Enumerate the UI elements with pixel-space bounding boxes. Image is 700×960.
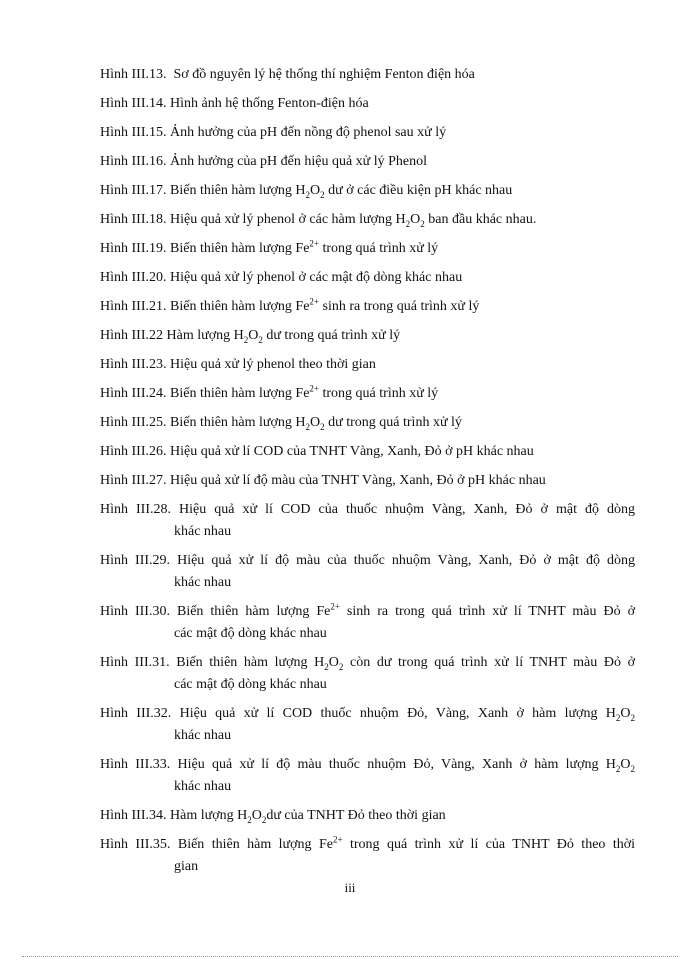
figure-label: Hình III.35. <box>100 837 171 852</box>
list-item <box>100 703 635 747</box>
figure-caption-continuation: khác nhau <box>174 575 232 590</box>
list-item <box>100 412 635 434</box>
figure-caption: Hiệu quả xử lí độ màu của TNHT Vàng, Xanh, Đỏ ở pH khác nhau <box>170 473 546 488</box>
figure-label: Hình III.31. <box>100 655 170 670</box>
figure-label: Hình III.14. <box>100 96 167 111</box>
figure-label: Hình III.19. <box>100 241 167 256</box>
figure-caption: Biến thiên hàm lượng $Fe^{2+}$ trong quá trình xử lý <box>170 383 439 401</box>
figure-caption: Hàm lượng $H_2O_2dư$ của TNHT Đỏ theo thời gian <box>170 808 446 825</box>
figure-label: Hình III.34. <box>100 808 167 823</box>
figure-label: Hình III.26. <box>100 444 167 459</box>
figure-label: Hình III.33. <box>100 757 171 772</box>
figure-label: Hình III.17. <box>100 183 167 198</box>
list-item <box>100 354 635 376</box>
list-item <box>100 267 635 289</box>
figure-label: Hình III.25. <box>100 415 167 430</box>
figure-label: Hình III.20. <box>100 270 167 285</box>
list-item <box>100 499 635 543</box>
figure-caption-continuation: gian <box>174 859 199 874</box>
list-item <box>100 151 635 173</box>
list-item <box>100 296 635 318</box>
figure-caption: Biến thiên hàm lượng $Fe^{2+}$ trong quá trình xử lí của TNHT Đỏ theo thời <box>177 834 636 852</box>
list-item <box>100 470 635 492</box>
figure-caption: Ảnh hưởng của pH đến nồng độ phenol sau xử lý <box>170 125 447 140</box>
list-item <box>100 834 635 878</box>
list-item <box>100 64 635 86</box>
list-item <box>100 238 635 260</box>
figure-label: Hình III.28. <box>100 502 172 517</box>
figure-caption-continuation: các mật độ dòng khác nhau <box>174 626 327 641</box>
figure-caption: Hiệu quả xử lý phenol ở các mật độ dòng khác nhau <box>170 270 463 285</box>
figure-label: Hình III.32. <box>100 706 172 721</box>
figure-caption: Ảnh hưởng của pH đến hiệu quả xử lý Phenol <box>170 154 428 169</box>
list-item <box>100 601 635 645</box>
list-item <box>100 652 635 696</box>
figure-caption: Hiệu quả xử lí COD của TNHT Vàng, Xanh, Đỏ ở pH khác nhau <box>170 444 534 459</box>
figure-label: Hình III.16. <box>100 154 167 169</box>
list-item <box>100 383 635 405</box>
figure-label: Hình III.24. <box>100 386 167 401</box>
list-item <box>100 209 635 231</box>
figure-caption: Hiệu quả xử lí COD của thuốc nhuộm Vàng, Xanh, Đỏ ở mật độ dòng <box>179 502 635 517</box>
figure-caption: Hiệu quả xử lí COD thuốc nhuộm Đỏ, Vàng, Xanh ở hàm lượng $H_2O_2$ <box>179 706 635 723</box>
figure-caption: Sơ đồ nguyên lý hệ thống thí nghiệm Fenton điện hóa <box>173 67 475 82</box>
figure-caption: Hiệu quả xử lí độ màu của thuốc nhuộm Vàng, Xanh, Đỏ ở mật độ dòng <box>177 553 635 568</box>
figure-caption-continuation: khác nhau <box>174 779 232 794</box>
list-item <box>100 122 635 144</box>
figure-caption-continuation: các mật độ dòng khác nhau <box>174 677 327 692</box>
figure-caption: Biến thiên hàm lượng $Fe^{2+}$ sinh ra trong quá trình xử lý <box>170 296 480 314</box>
figure-caption: Biến thiên hàm lượng $Fe^{2+}$ trong quá trình xử lý <box>170 238 439 256</box>
figure-label: Hình III.18. <box>100 212 167 227</box>
figure-label: Hình III.22 <box>100 328 163 343</box>
list-item <box>100 325 635 347</box>
list-item <box>100 754 635 798</box>
list-of-figures <box>100 64 635 885</box>
figure-label: Hình III.13. <box>100 67 167 82</box>
list-item <box>100 550 635 594</box>
figure-caption: Hiệu quả xử lý phenol theo thời gian <box>170 357 376 372</box>
list-item <box>100 180 635 202</box>
figure-label: Hình III.29. <box>100 553 171 568</box>
figure-caption: Biến thiên hàm lượng $Fe^{2+}$ sinh ra trong quá trình xử lí TNHT màu Đỏ ở <box>176 601 636 619</box>
figure-caption-continuation: khác nhau <box>174 524 232 539</box>
figure-caption: Biến thiên hàm lượng $H_2O_2$ dư trong quá trình xử lý <box>170 415 462 432</box>
figure-label: Hình III.21. <box>100 299 167 314</box>
list-item <box>100 441 635 463</box>
figure-caption: Biến thiên hàm lượng $H_2O_2$ còn dư trong quá trình xử lí TNHT màu Đỏ ở <box>176 655 636 672</box>
figure-caption: Hình ảnh hệ thống Fenton-điện hóa <box>170 96 369 111</box>
figure-label: Hình III.15. <box>100 125 167 140</box>
figure-label: Hình III.23. <box>100 357 167 372</box>
page-bottom-divider <box>22 956 678 957</box>
figure-caption: Biến thiên hàm lượng $H_2O_2$ dư ở các điều kiện pH khác nhau <box>170 183 513 200</box>
figure-caption: Hiệu quả xử lý phenol ở các hàm lượng $H_2O_2$ ban đầu khác nhau. <box>170 212 537 229</box>
figure-label: Hình III.30. <box>100 604 170 619</box>
list-item <box>100 93 635 115</box>
figure-caption-continuation: khác nhau <box>174 728 232 743</box>
list-item <box>100 805 635 827</box>
figure-caption: Hàm lượng $H_2O_2$ dư trong quá trình xử lý <box>166 328 401 345</box>
figure-caption: Hiệu quả xử lí độ màu thuốc nhuộm Đỏ, Vàng, Xanh ở hàm lượng $H_2O_2$ <box>177 757 635 774</box>
page-number: iii <box>344 880 356 895</box>
figure-label: Hình III.27. <box>100 473 167 488</box>
